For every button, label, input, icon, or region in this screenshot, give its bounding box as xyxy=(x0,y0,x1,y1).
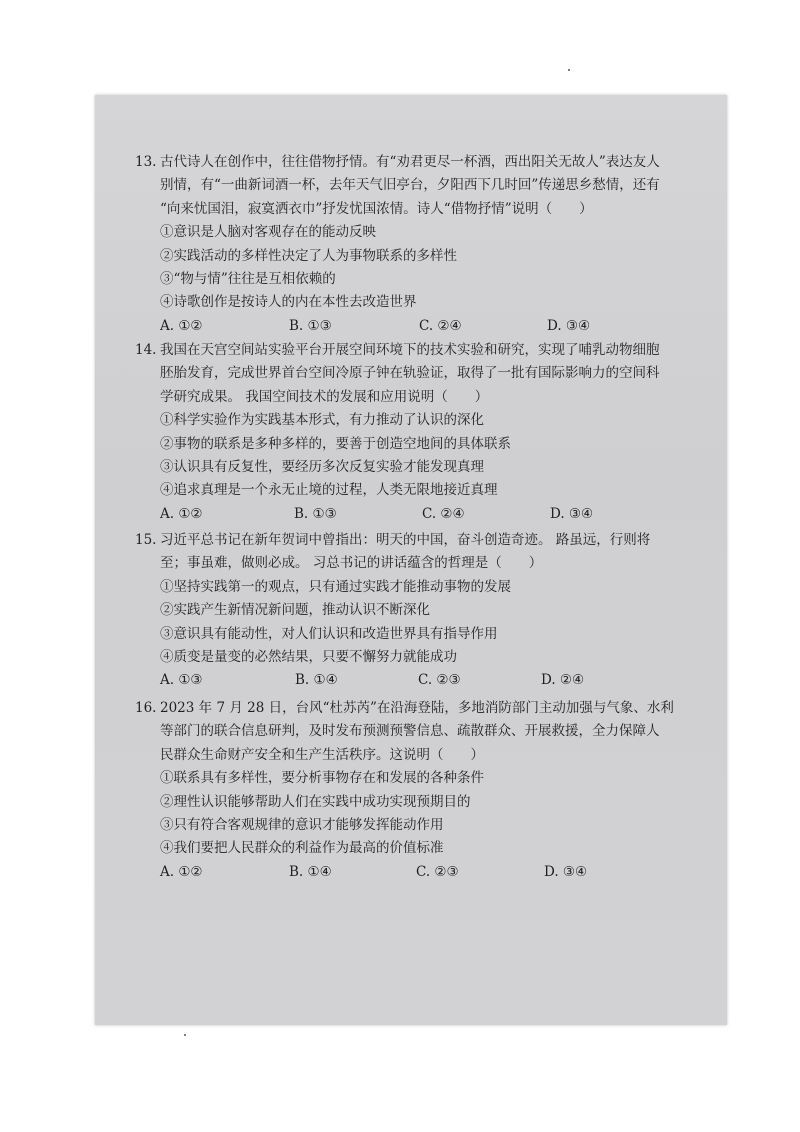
choice-d: D. ③④ xyxy=(547,317,591,334)
question-stem-line: 胚胎发育，完成世界首台空间冷原子钟在轨验证，取得了一批有国际影响力的空间科 xyxy=(160,365,660,382)
statement-option: ①坚持实践第一的观点，只有通过实践才能推动事物的发展 xyxy=(160,578,511,595)
question-stem-line: 16. 2023 年 7 月 28 日，台风“杜苏芮”在沿海登陆，多地消防部门主动加强与气象、水利 xyxy=(135,697,695,720)
question-15 xyxy=(135,529,695,693)
question-14 xyxy=(135,339,695,526)
exam-page xyxy=(95,95,727,1025)
question-stem-line: 14. 我国在天宫空间站实验平台开展空间环境下的技术实验和研究，实现了哺乳动物细胞 xyxy=(135,339,695,362)
statement-option: ③只有符合客观规律的意识才能够发挥能动作用 xyxy=(160,817,444,834)
choice-a: A. ①③ xyxy=(160,672,203,689)
statement-option: ③认识具有反复性，要经历多次反复实验才能发现真理 xyxy=(160,459,484,476)
choice-b: B. ①④ xyxy=(295,672,338,689)
question-number: 14. xyxy=(135,342,157,358)
choice-c: C. ②③ xyxy=(418,672,461,689)
question-stem-line: 等部门的联合信息研判，及时发布预测预警信息、疏散群众、开展救援，全力保障人 xyxy=(160,723,660,740)
scan-speck-bottom xyxy=(184,1034,186,1036)
statement-option: ④追求真理是一个永无止境的过程，人类无限地接近真理 xyxy=(160,482,498,499)
statement-option: ④我们要把人民群众的利益作为最高的价值标准 xyxy=(160,840,444,857)
statement-option: ①意识是人脑对客观存在的能动反映 xyxy=(160,224,376,241)
answer-choices xyxy=(135,503,695,526)
choice-c: C. ②④ xyxy=(419,317,462,334)
statement-option: ②事物的联系是多种多样的，要善于创造空地间的具体联系 xyxy=(160,435,511,452)
choice-b: B. ①③ xyxy=(294,505,337,522)
question-16 xyxy=(135,697,695,884)
question-13 xyxy=(135,151,695,338)
statement-option: ②实践活动的多样性决定了人为事物联系的多样性 xyxy=(160,247,457,264)
question-stem-line: 别情，有“一曲新词酒一杯，去年天气旧亭台，夕阳西下几时回”传递思乡愁情，还有 xyxy=(160,177,660,194)
choice-d: D. ③④ xyxy=(550,505,594,522)
question-number: 15. xyxy=(135,532,157,548)
question-number: 16. xyxy=(135,700,157,716)
choice-d: D. ②④ xyxy=(541,672,585,689)
question-stem-line: 至；事虽难，做则必成。 习总书记的讲话蕴含的哲理是（ ） xyxy=(160,555,543,572)
choice-b: B. ①③ xyxy=(289,317,332,334)
answer-choices xyxy=(135,315,695,338)
statement-option: ③“物与情”往往是互相依赖的 xyxy=(160,271,336,288)
question-stem-line: 13. 古代诗人在创作中，往往借物抒情。有“劝君更尽一杯酒，西出阳关无故人”表达友人 xyxy=(135,151,695,174)
choice-d: D. ③④ xyxy=(544,863,588,880)
question-stem-line: 民群众生命财产安全和生产生活秩序。这说明（ ） xyxy=(160,746,484,763)
choice-c: C. ②③ xyxy=(416,863,459,880)
statement-option: ④诗歌创作是按诗人的内在本性去改造世界 xyxy=(160,294,417,311)
choice-a: A. ①② xyxy=(160,863,203,880)
statement-option: ②理性认识能够帮助人们在实践中成功实现预期目的 xyxy=(160,793,471,810)
choice-a: A. ①② xyxy=(160,505,203,522)
scan-speck-top xyxy=(568,69,570,71)
answer-choices xyxy=(135,861,695,884)
choice-c: C. ②④ xyxy=(422,505,465,522)
question-stem-line: 15. 习近平总书记在新年贺词中曾指出：明天的中国，奋斗创造奇迹。 路虽远，行则将 xyxy=(135,529,695,552)
question-stem-line: 学研究成果。 我国空间技术的发展和应用说明（ ） xyxy=(160,388,489,405)
statement-option: ④质变是量变的必然结果，只要不懈努力就能成功 xyxy=(160,649,457,666)
statement-option: ①科学实验作为实践基本形式，有力推动了认识的深化 xyxy=(160,412,484,429)
statement-option: ①联系具有多样性，要分析事物存在和发展的各种条件 xyxy=(160,770,484,787)
choice-b: B. ①④ xyxy=(289,863,332,880)
statement-option: ③意识具有能动性，对人们认识和改造世界具有指导作用 xyxy=(160,625,498,642)
question-stem-line: “向来忧国泪，寂寞洒衣巾”抒发忧国浓情。诗人“借物抒情”说明（ ） xyxy=(160,200,593,217)
question-number: 13. xyxy=(135,154,157,170)
statement-option: ②实践产生新情况新问题，推动认识不断深化 xyxy=(160,602,430,619)
choice-a: A. ①② xyxy=(160,317,203,334)
answer-choices xyxy=(135,669,695,692)
